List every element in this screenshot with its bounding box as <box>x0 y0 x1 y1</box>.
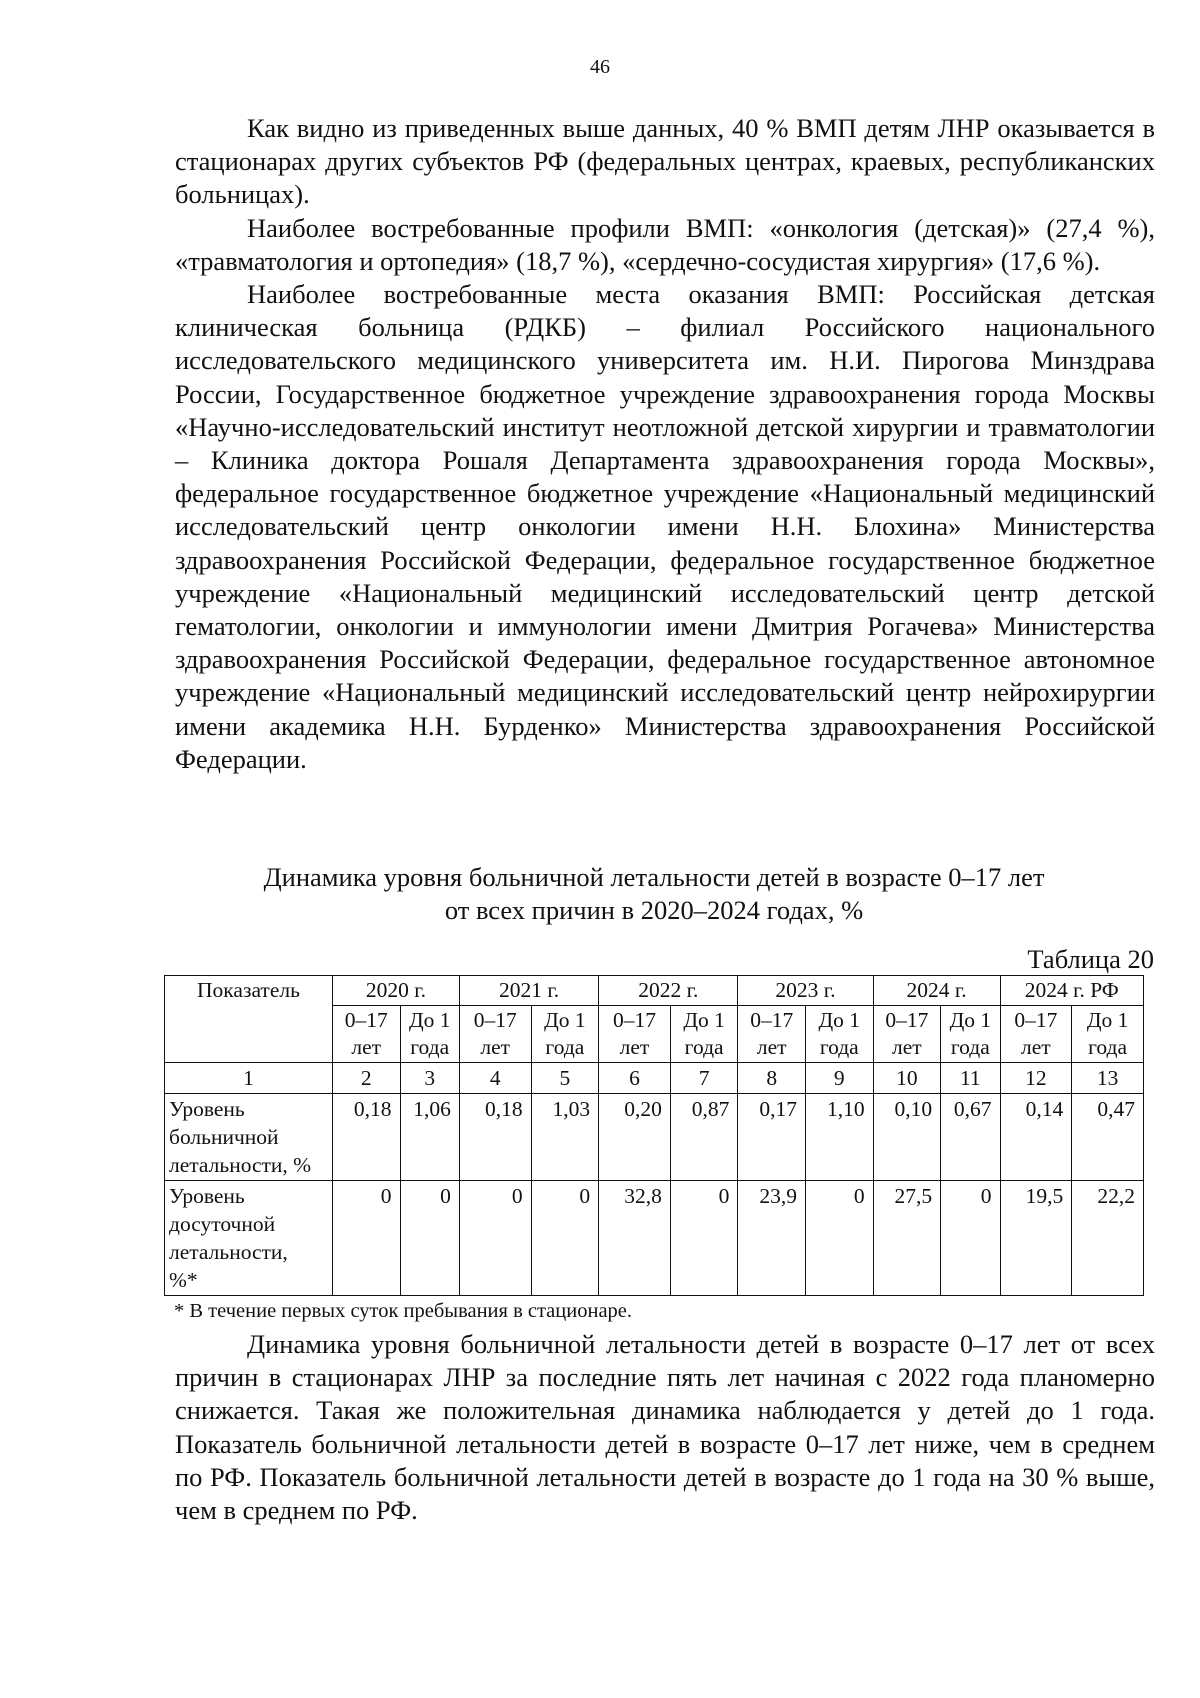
paragraph: Наиболее востребованные места оказания ВМП: Российская детская клиническая больница (РДКБ) – филиал Российского национального исследовательского медицинского университета им. Н.И. Пирогова Минздрава России, Государственное бюджетное учреждение здравоохранения города Москвы «Научно-исследовательский институт неотложной детской хирургии и травматологии – Клиника доктора Рошаля Департамента здравоохранения города Москвы», федеральное государственное бюджетное учреждение «Национальный медицинский исследовательский центр онкологии имени Н.Н. Блохина» Министерства здравоохранения Российской Федерации, федеральное государственное бюджетное учреждение «Национальный медицинский исследовательский центр детской гематологии, онкологии и иммунологии имени Дмитрия Рогачева» Министерства здравоохранения Российской Федерации, федеральное государственное автономное учреждение «Национальный медицинский исследовательский центр нейрохирургии имени академика Н.Н. Бурденко» Министерства здравоохранения Российской Федерации. <box>175 279 1155 774</box>
subheader-age: 0–17 лет <box>459 1006 531 1063</box>
subheader-age: 0–17 лет <box>599 1006 671 1063</box>
column-number: 10 <box>873 1063 941 1094</box>
header-year: 2020 г. <box>332 976 459 1006</box>
header-year: 2023 г. <box>738 976 873 1006</box>
header-year: 2024 г. РФ <box>1000 976 1143 1006</box>
paragraph: Наиболее востребованные профили ВМП: «онкология (детская)» (27,4 %), «травматология и ортопедия» (18,7 %), «сердечно-сосудистая хирургия» (17,6 %). <box>175 212 1155 276</box>
table-caption-line: Динамика уровня больничной летальности детей в возрасте 0–17 лет <box>263 862 1045 892</box>
table-cell: 0,14 <box>1000 1094 1072 1181</box>
table-cell: 0 <box>332 1181 400 1296</box>
row-label: Уровень больничной летальности, % <box>165 1094 333 1181</box>
table-cell: 0,17 <box>738 1094 806 1181</box>
table-cell: 19,5 <box>1000 1181 1072 1296</box>
subheader-age: 0–17 лет <box>738 1006 806 1063</box>
subheader-age: 0–17 лет <box>332 1006 400 1063</box>
table-cell: 0 <box>805 1181 873 1296</box>
table-caption-line: от всех причин в 2020–2024 годах, % <box>444 895 864 925</box>
table-cell: 0,87 <box>670 1094 738 1181</box>
paragraph: Как видно из приведенных выше данных, 40 % ВМП детям ЛНР оказывается в стационарах других субъектов РФ (федеральных центрах, краевых, республиканских больницах). <box>175 113 1155 210</box>
table-cell: 0 <box>400 1181 459 1296</box>
table-header-row <box>165 976 1144 1006</box>
column-number: 2 <box>332 1063 400 1094</box>
column-number: 11 <box>941 1063 1000 1094</box>
table-cell: 0,18 <box>459 1094 531 1181</box>
column-number: 7 <box>670 1063 738 1094</box>
table-cell: 1,06 <box>400 1094 459 1181</box>
table-cell: 23,9 <box>738 1181 806 1296</box>
subheader-age: 0–17 лет <box>1000 1006 1072 1063</box>
table-row-first-day-mortality <box>165 1181 1144 1296</box>
table-cell: 22,2 <box>1072 1181 1144 1296</box>
table-footnote: * В течение первых суток пребывания в стационаре. <box>174 1300 633 1322</box>
table-cell: 0 <box>670 1181 738 1296</box>
subheader-age: 0–17 лет <box>873 1006 941 1063</box>
subheader-age: До 1 года <box>531 1006 599 1063</box>
table-caption <box>0 861 1200 927</box>
column-number: 3 <box>400 1063 459 1094</box>
mortality-table <box>164 975 1144 1296</box>
table-cell: 0 <box>531 1181 599 1296</box>
paragraph: Динамика уровня больничной летальности детей в возрасте 0–17 лет от всех причин в стационарах ЛНР за последние пять лет начиная с 2022 года планомерно снижается. Такая же положительная динамика наблюдается у детей до 1 года. Показатель больничной летальности детей в возрасте 0–17 лет ниже, чем в среднем по РФ. Показатель больничной летальности детей в возрасте до 1 года на 30 % выше, чем в среднем по РФ. <box>175 1329 1155 1526</box>
table-cell: 27,5 <box>873 1181 941 1296</box>
table-cell: 1,03 <box>531 1094 599 1181</box>
table-cell: 32,8 <box>599 1181 671 1296</box>
table-cell: 0,47 <box>1072 1094 1144 1181</box>
table-cell: 1,10 <box>805 1094 873 1181</box>
subheader-age: До 1 года <box>670 1006 738 1063</box>
column-number-row <box>165 1063 1144 1094</box>
subheader-age: До 1 года <box>805 1006 873 1063</box>
header-year: 2021 г. <box>459 976 598 1006</box>
column-number: 8 <box>738 1063 806 1094</box>
body-text-top <box>175 112 1155 776</box>
column-number: 1 <box>165 1063 333 1094</box>
column-number: 5 <box>531 1063 599 1094</box>
table-label: Таблица 20 <box>1027 944 1154 974</box>
table-cell: 0,10 <box>873 1094 941 1181</box>
column-number: 4 <box>459 1063 531 1094</box>
table-row-hospital-mortality <box>165 1094 1144 1181</box>
column-number: 13 <box>1072 1063 1144 1094</box>
subheader-age: До 1 года <box>400 1006 459 1063</box>
header-year: 2024 г. <box>873 976 1000 1006</box>
table-cell: 0 <box>941 1181 1000 1296</box>
row-label: Уровень досуточной летальности, %* <box>165 1181 333 1296</box>
header-year: 2022 г. <box>599 976 738 1006</box>
subheader-age: До 1 года <box>941 1006 1000 1063</box>
column-number: 6 <box>599 1063 671 1094</box>
table-cell: 0,67 <box>941 1094 1000 1181</box>
column-number: 12 <box>1000 1063 1072 1094</box>
table-cell: 0,20 <box>599 1094 671 1181</box>
subheader-age: До 1 года <box>1072 1006 1144 1063</box>
table-cell: 0,18 <box>332 1094 400 1181</box>
body-text-bottom <box>175 1328 1155 1527</box>
page-number: 46 <box>590 56 610 78</box>
column-number: 9 <box>805 1063 873 1094</box>
table-cell: 0 <box>459 1181 531 1296</box>
header-indicator: Показатель <box>165 976 333 1063</box>
